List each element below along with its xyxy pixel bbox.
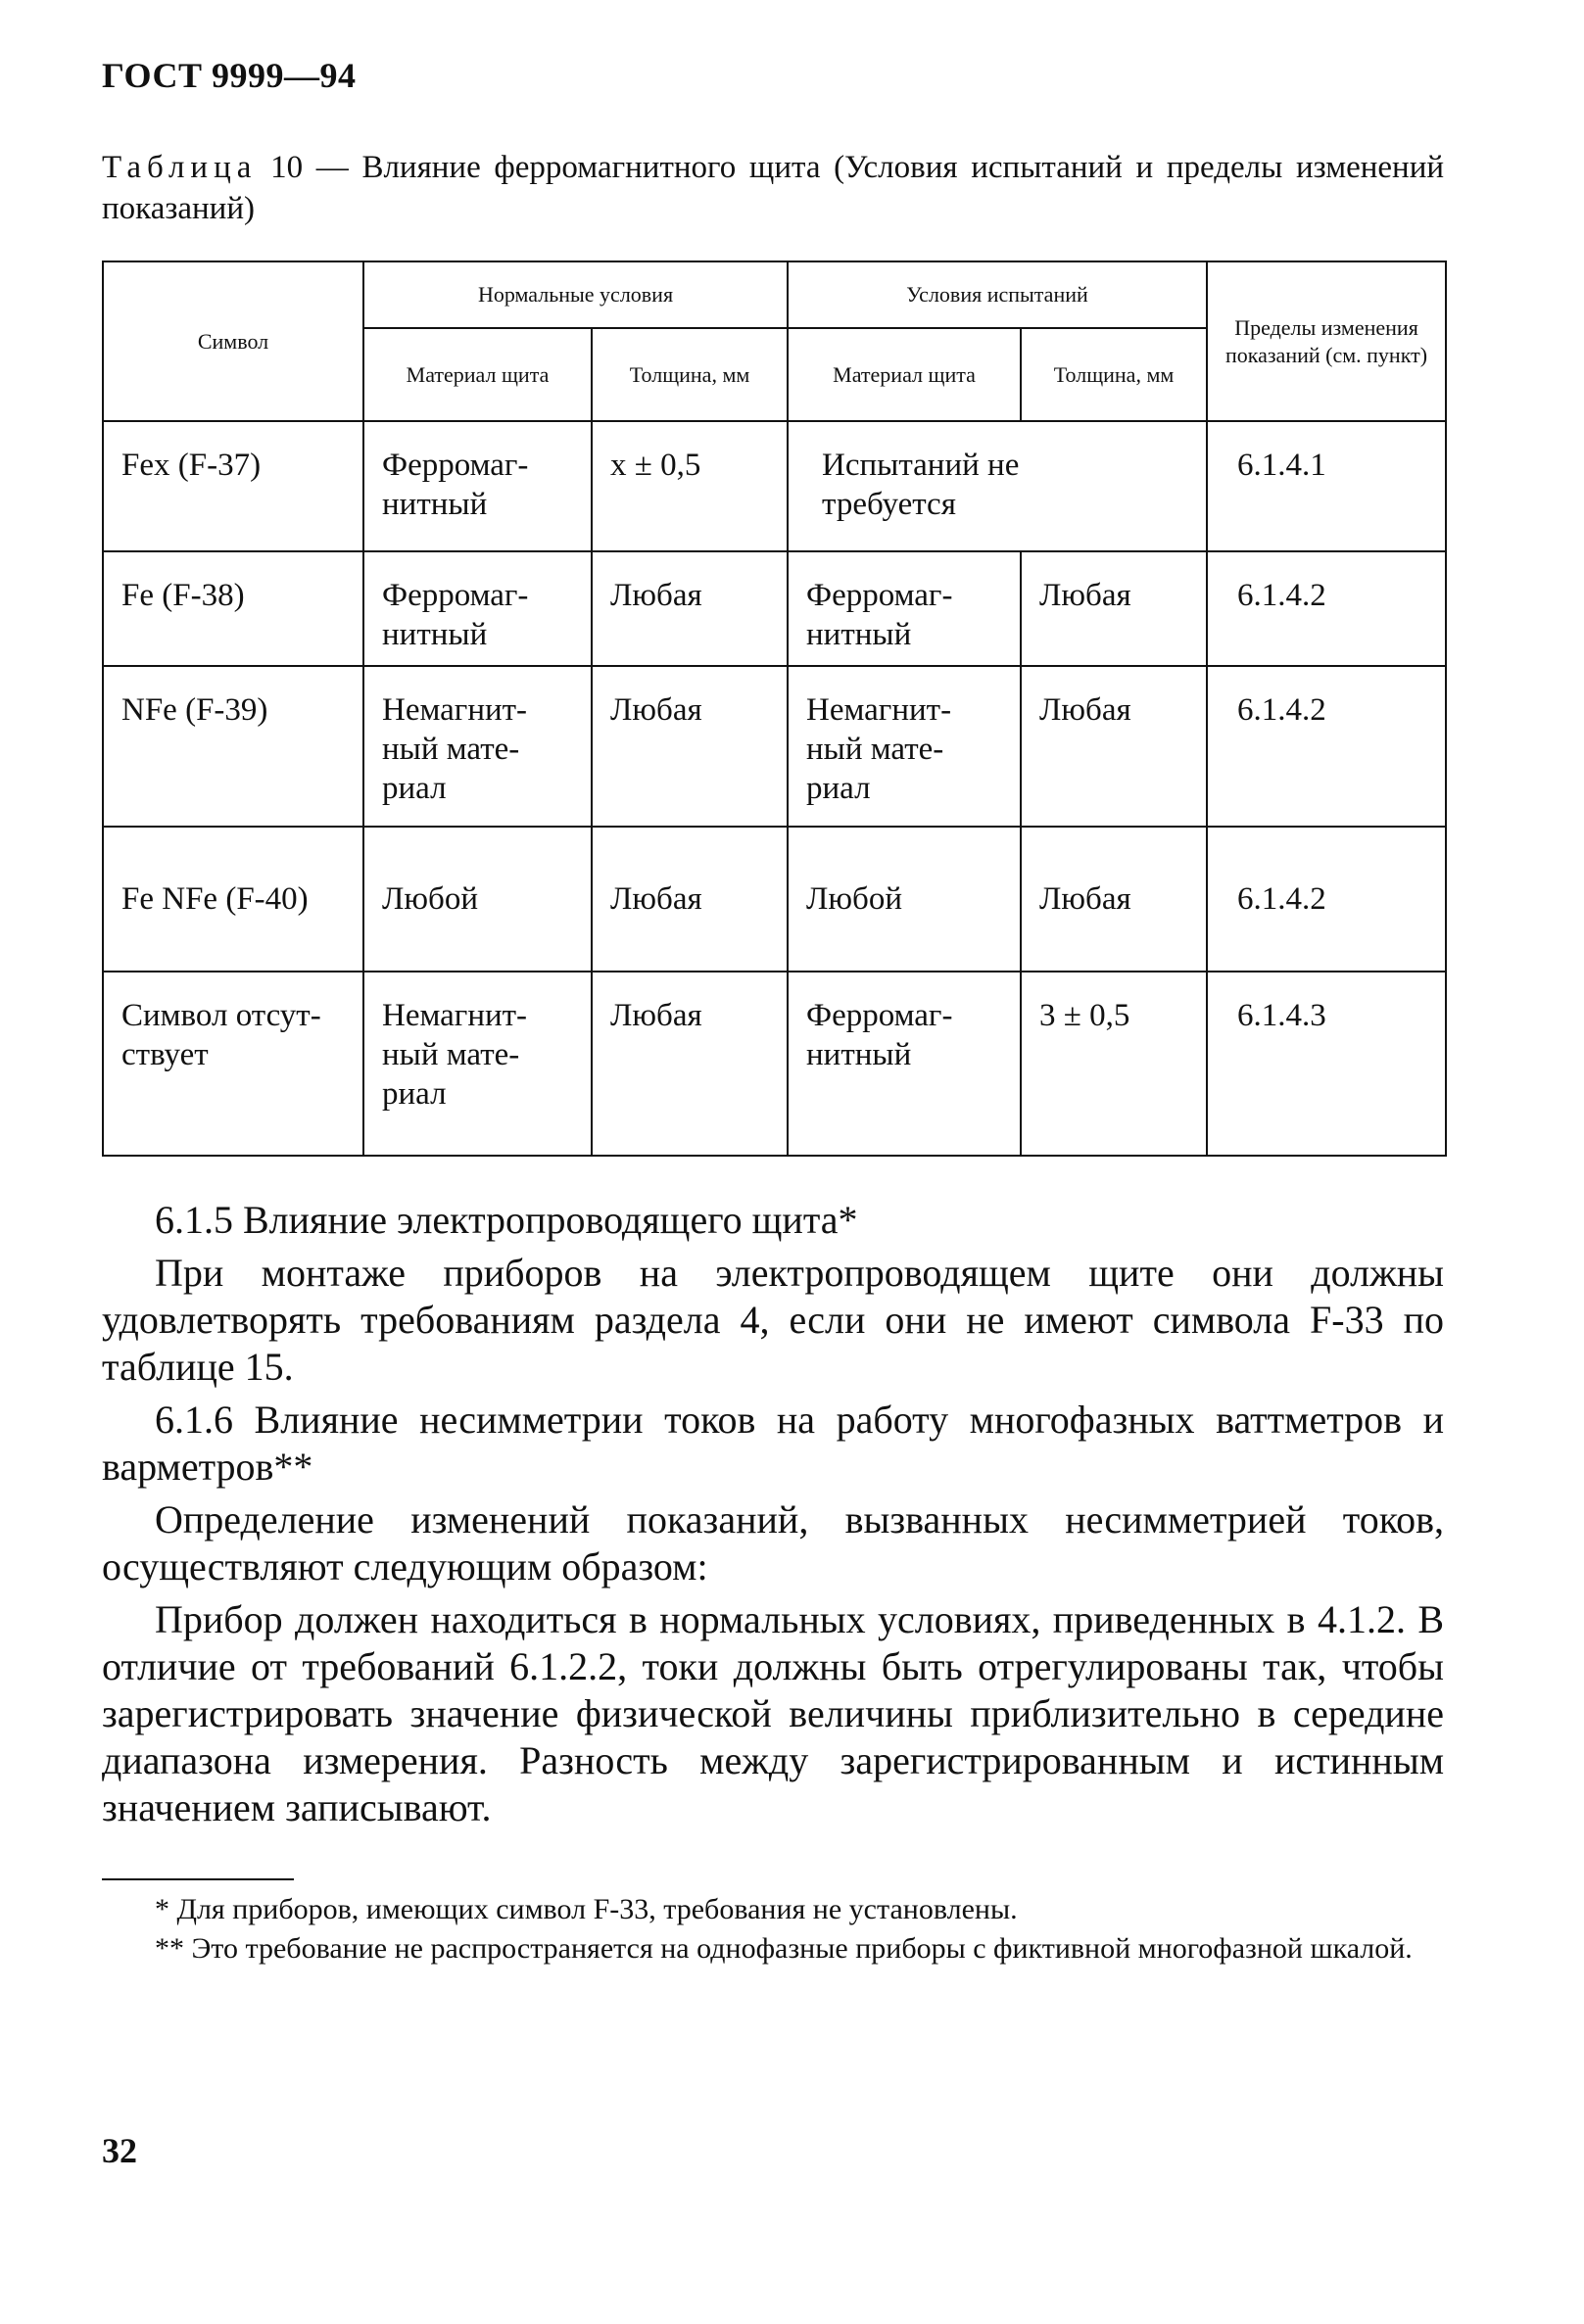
cell-symbol: Символ отсут-ствует [103, 972, 363, 1156]
cell-test-material: Любой [788, 827, 1021, 972]
cell-test-thickness: Любая [1021, 827, 1207, 972]
table-caption-number: 10 [270, 150, 304, 185]
cell-symbol: NFe (F-39) [103, 666, 363, 827]
header-test-material: Материал щита [788, 328, 1021, 421]
cell-normal-thickness: Любая [592, 551, 788, 666]
table-caption [102, 147, 1444, 229]
table-row [103, 421, 1446, 551]
cell-test-material: Ферромаг-нитный [788, 972, 1021, 1156]
cell-normal-thickness: Любая [592, 666, 788, 827]
cell-test-thickness: Любая [1021, 666, 1207, 827]
cell-normal-thickness: x ± 0,5 [592, 421, 788, 551]
cell-test-material: Ферромаг-нитный [788, 551, 1021, 666]
cell-limit: 6.1.4.3 [1207, 972, 1446, 1156]
cell-test-material: Немагнит-ный мате-риал [788, 666, 1021, 827]
cell-limit: 6.1.4.2 [1207, 666, 1446, 827]
cell-normal-material: Ферромаг-нитный [363, 421, 592, 551]
page-number: 32 [102, 2131, 137, 2170]
header-normal-material: Материал щита [363, 328, 592, 421]
cell-limit: 6.1.4.1 [1207, 421, 1446, 551]
table-row [103, 551, 1446, 666]
cell-test-merged: Испытаний не требуется [788, 421, 1207, 551]
paragraph: Прибор должен находиться в нормальных условиях, приведенных в 4.1.2. В отличие от требований 6.1.2.2, токи должны быть отрегулированы так, чтобы зарегистрировать значение физической величины приблизительно в середине диапазона измерения. Разность между зарегистрированным и истинным значением записывают. [102, 1597, 1444, 1829]
section-heading-6-1-6: 6.1.6 Влияние несимметрии токов на работу многофазных ваттметров и варметров** [102, 1398, 1444, 1489]
cell-normal-thickness: Любая [592, 972, 788, 1156]
cell-test-thickness: Любая [1021, 551, 1207, 666]
table-caption-label: Таблица [102, 150, 258, 185]
cell-normal-material: Ферромаг-нитный [363, 551, 592, 666]
cell-normal-thickness: Любая [592, 827, 788, 972]
footnote-1: * Для приборов, имеющих символ F-33, требования не установлены. [155, 1893, 1018, 1925]
cell-test-thickness: 3 ± 0,5 [1021, 972, 1207, 1156]
header-normal-conditions: Нормальные условия [363, 261, 788, 328]
cell-symbol: Fex (F-37) [103, 421, 363, 551]
table-row [103, 827, 1446, 972]
cell-normal-material: Любой [363, 827, 592, 972]
header-limits: Пределы изменения показаний (см. пункт) [1207, 261, 1446, 421]
table-caption-text: — Влияние ферромагнитного щита (Условия испытаний и пределы изменений показаний) [102, 150, 1445, 226]
body-text [102, 1197, 1444, 1837]
table-row [103, 666, 1446, 827]
table-10 [102, 261, 1447, 1157]
header-symbol: Символ [103, 261, 363, 421]
cell-symbol: Fe NFe (F-40) [103, 827, 363, 972]
paragraph: Определение изменений показаний, вызванных несимметрией токов, осуществляют следующим образом: [102, 1497, 1444, 1589]
section-heading-6-1-5: 6.1.5 Влияние электропроводящего щита* [155, 1198, 858, 1242]
header-test-thickness: Толщина, мм [1021, 328, 1207, 421]
header-normal-thickness: Толщина, мм [592, 328, 788, 421]
cell-symbol: Fe (F-38) [103, 551, 363, 666]
cell-limit: 6.1.4.2 [1207, 827, 1446, 972]
header-test-conditions: Условия испытаний [788, 261, 1207, 328]
footnotes [102, 1890, 1444, 1968]
cell-normal-material: Немагнит-ный мате-риал [363, 972, 592, 1156]
document-header: ГОСТ 9999—94 [102, 56, 357, 95]
cell-normal-material: Немагнит-ный мате-риал [363, 666, 592, 827]
cell-limit: 6.1.4.2 [1207, 551, 1446, 666]
footnote-divider [102, 1878, 294, 1880]
footnote-2: ** Это требование не распространяется на однофазные приборы с фиктивной многофазной шкалой. [155, 1932, 1413, 1965]
table-row [103, 972, 1446, 1156]
paragraph: При монтаже приборов на электропроводящем щите они должны удовлетворять требованиям раздела 4, если они не имеют символа F-33 по таблице 15. [102, 1251, 1444, 1389]
